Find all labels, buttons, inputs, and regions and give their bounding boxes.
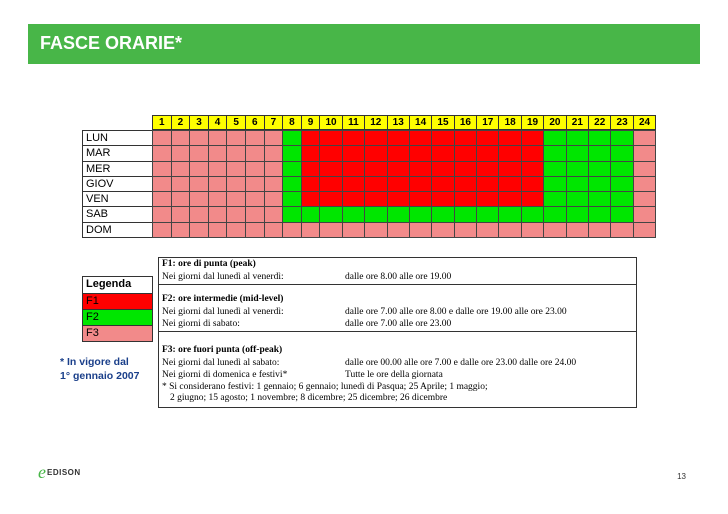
grid-cell-giov-22	[588, 176, 611, 192]
holidays-note-line-2: 2 giugno; 15 agosto; 1 novembre; 8 dicembre; 25 dicembre; 26 dicembre	[170, 393, 448, 403]
day-label-ven: VEN	[82, 191, 153, 207]
hour-header-2: 2	[171, 115, 191, 130]
grid-cell-ven-17	[476, 191, 499, 207]
grid-cell-ven-9	[301, 191, 321, 207]
grid-cell-dom-12	[364, 222, 387, 238]
grid-cell-sab-12	[364, 206, 387, 222]
grid-cell-sab-8	[282, 206, 302, 222]
grid-cell-dom-23	[610, 222, 633, 238]
grid-cell-dom-14	[409, 222, 432, 238]
f3-row-2-days: Nei giorni di domenica e festivi*	[162, 370, 288, 380]
day-label-sab: SAB	[82, 206, 153, 222]
band-description-table	[158, 257, 637, 408]
grid-row-mer	[152, 161, 655, 176]
section-f3-title: F3: ore fuori punta (off-peak)	[162, 344, 283, 355]
grid-cell-lun-4	[208, 130, 228, 146]
grid-cell-mer-19	[521, 161, 544, 177]
grid-cell-lun-7	[264, 130, 284, 146]
grid-cell-mar-23	[610, 145, 633, 161]
grid-cell-mar-9	[301, 145, 321, 161]
grid-cell-lun-22	[588, 130, 611, 146]
grid-cell-ven-1	[152, 191, 172, 207]
grid-row-dom	[152, 222, 655, 237]
section-f2-row-2	[162, 318, 636, 331]
grid-row-ven	[152, 191, 655, 206]
grid-cell-dom-18	[498, 222, 521, 238]
section-f1-row	[162, 271, 636, 284]
f3-row-1-hours: dalle ore 00.00 alle ore 7.00 e dalle ore 23.00 dalle ore 24.00	[345, 357, 577, 368]
hour-header-6: 6	[245, 115, 265, 130]
grid-cell-sab-24	[633, 206, 656, 222]
f2-row-1-hours: dalle ore 7.00 alle ore 8.00 e dalle ore 19.00 alle ore 23.00	[345, 306, 567, 317]
grid-cell-lun-13	[387, 130, 410, 146]
grid-cell-mar-2	[171, 145, 191, 161]
grid-cell-ven-7	[264, 191, 284, 207]
grid-cell-sab-14	[409, 206, 432, 222]
grid-cell-giov-3	[189, 176, 209, 192]
grid-cell-sab-3	[189, 206, 209, 222]
grid-cell-dom-13	[387, 222, 410, 238]
grid-cell-mer-2	[171, 161, 191, 177]
grid-cell-giov-15	[431, 176, 454, 192]
grid-cell-lun-2	[171, 130, 191, 146]
f1-row-days: Nei giorni dal lunedì al venerdì:	[162, 272, 284, 282]
grid-cell-sab-13	[387, 206, 410, 222]
grid-cell-sab-17	[476, 206, 499, 222]
hour-header-14: 14	[409, 115, 432, 130]
grid-cell-mar-17	[476, 145, 499, 161]
section-f2	[159, 285, 636, 332]
grid-row-mar	[152, 145, 655, 160]
grid-cell-lun-16	[454, 130, 477, 146]
f2-row-1-days: Nei giorni dal lunedì al venerdì:	[162, 306, 284, 317]
grid-cell-sab-19	[521, 206, 544, 222]
grid-cell-sab-2	[171, 206, 191, 222]
grid-cell-ven-3	[189, 191, 209, 207]
grid-cell-mar-24	[633, 145, 656, 161]
grid-cell-sab-22	[588, 206, 611, 222]
validity-footnote	[60, 355, 139, 383]
grid-cell-mar-13	[387, 145, 410, 161]
grid-cell-dom-8	[282, 222, 302, 238]
grid-cell-giov-6	[245, 176, 265, 192]
hour-header-15: 15	[431, 115, 454, 130]
grid-cell-lun-17	[476, 130, 499, 146]
hour-header-11: 11	[342, 115, 365, 130]
grid-cell-lun-21	[566, 130, 589, 146]
hour-header-3: 3	[189, 115, 209, 130]
grid-cell-mer-22	[588, 161, 611, 177]
grid-cell-mar-10	[319, 145, 342, 161]
grid-cell-mer-6	[245, 161, 265, 177]
grid-cell-lun-18	[498, 130, 521, 146]
grid-cell-dom-22	[588, 222, 611, 238]
grid-cell-giov-11	[342, 176, 365, 192]
grid-cell-mar-15	[431, 145, 454, 161]
grid-cell-mer-1	[152, 161, 172, 177]
grid-cell-mar-14	[409, 145, 432, 161]
grid-cell-mer-16	[454, 161, 477, 177]
grid-cell-sab-21	[566, 206, 589, 222]
grid-cell-mer-9	[301, 161, 321, 177]
legend-item-f3: F3	[83, 325, 152, 341]
f3-row-2-hours: Tutte le ore della giornata	[345, 370, 443, 380]
day-label-lun: LUN	[82, 130, 153, 146]
edison-logo-icon: e	[38, 462, 46, 482]
grid-cell-giov-24	[633, 176, 656, 192]
grid-cell-ven-8	[282, 191, 302, 207]
grid-cell-giov-23	[610, 176, 633, 192]
title-banner	[28, 24, 700, 64]
grid-cell-dom-5	[226, 222, 246, 238]
legend-box	[82, 276, 153, 342]
hour-header-20: 20	[543, 115, 566, 130]
grid-cell-ven-18	[498, 191, 521, 207]
grid-cell-giov-10	[319, 176, 342, 192]
grid-cell-lun-1	[152, 130, 172, 146]
grid-cell-sab-5	[226, 206, 246, 222]
grid-cell-ven-2	[171, 191, 191, 207]
grid-cell-mer-18	[498, 161, 521, 177]
legend-item-f1: F1	[83, 293, 152, 309]
grid-cell-sab-10	[319, 206, 342, 222]
grid-cell-ven-14	[409, 191, 432, 207]
grid-cell-dom-16	[454, 222, 477, 238]
hour-header-1: 1	[152, 115, 172, 130]
grid-cell-ven-16	[454, 191, 477, 207]
holidays-note-line-1: * Si considerano festivi: 1 gennaio; 6 gennaio; lunedì di Pasqua; 25 Aprile; 1 maggio;	[162, 381, 488, 392]
section-f1	[159, 258, 636, 285]
grid-cell-giov-17	[476, 176, 499, 192]
section-f2-title: F2: ore intermedie (mid-level)	[162, 293, 284, 304]
hour-header-18: 18	[498, 115, 521, 130]
section-f1-title: F1: ore di punta (peak)	[162, 259, 256, 269]
grid-cell-mar-18	[498, 145, 521, 161]
legend-item-f2: F2	[83, 309, 152, 325]
day-label-mar: MAR	[82, 145, 153, 161]
grid-cell-mar-7	[264, 145, 284, 161]
grid-cell-dom-2	[171, 222, 191, 238]
grid-cell-mer-24	[633, 161, 656, 177]
grid-cell-lun-12	[364, 130, 387, 146]
grid-cell-dom-15	[431, 222, 454, 238]
grid-cell-mer-13	[387, 161, 410, 177]
grid-cell-ven-22	[588, 191, 611, 207]
hour-header-12: 12	[364, 115, 387, 130]
grid-cell-dom-24	[633, 222, 656, 238]
grid-cell-sab-7	[264, 206, 284, 222]
hour-header-24: 24	[633, 115, 656, 130]
grid-cell-giov-21	[566, 176, 589, 192]
edison-logo-text: EDISON	[47, 468, 81, 477]
hour-header-4: 4	[208, 115, 228, 130]
grid-cell-giov-13	[387, 176, 410, 192]
hour-header-5: 5	[226, 115, 246, 130]
grid-cell-mar-5	[226, 145, 246, 161]
f2-row-2-days: Nei giorni di sabato:	[162, 319, 240, 329]
grid-cell-ven-13	[387, 191, 410, 207]
grid-cell-lun-15	[431, 130, 454, 146]
grid-cell-ven-20	[543, 191, 566, 207]
hour-header-9: 9	[301, 115, 321, 130]
grid-cell-mar-8	[282, 145, 302, 161]
grid-cell-mar-20	[543, 145, 566, 161]
hour-header-8: 8	[282, 115, 302, 130]
grid-cell-mer-23	[610, 161, 633, 177]
grid-cell-mer-8	[282, 161, 302, 177]
edison-logo	[38, 462, 81, 483]
grid-cell-dom-20	[543, 222, 566, 238]
grid-cell-lun-19	[521, 130, 544, 146]
day-labels-column	[82, 130, 153, 237]
hour-header-17: 17	[476, 115, 499, 130]
day-label-mer: MER	[82, 161, 153, 177]
grid-cell-dom-7	[264, 222, 284, 238]
grid-cell-mer-7	[264, 161, 284, 177]
grid-cell-dom-6	[245, 222, 265, 238]
grid-cell-dom-19	[521, 222, 544, 238]
grid-cell-mer-5	[226, 161, 246, 177]
grid-cell-mer-20	[543, 161, 566, 177]
grid-cell-giov-8	[282, 176, 302, 192]
grid-cell-mer-3	[189, 161, 209, 177]
grid-row-lun	[152, 130, 655, 145]
grid-cell-giov-18	[498, 176, 521, 192]
grid-cell-mar-19	[521, 145, 544, 161]
time-band-grid	[152, 130, 655, 237]
grid-cell-mar-22	[588, 145, 611, 161]
grid-cell-lun-11	[342, 130, 365, 146]
grid-cell-ven-19	[521, 191, 544, 207]
grid-cell-sab-16	[454, 206, 477, 222]
grid-cell-ven-23	[610, 191, 633, 207]
grid-cell-giov-1	[152, 176, 172, 192]
grid-cell-mar-6	[245, 145, 265, 161]
grid-cell-giov-20	[543, 176, 566, 192]
grid-cell-mar-3	[189, 145, 209, 161]
grid-cell-ven-5	[226, 191, 246, 207]
grid-cell-giov-19	[521, 176, 544, 192]
grid-cell-ven-15	[431, 191, 454, 207]
grid-cell-giov-5	[226, 176, 246, 192]
footnote-line-1: * In vigore dal	[60, 356, 129, 368]
grid-cell-sab-23	[610, 206, 633, 222]
legend-title: Legenda	[86, 278, 132, 290]
grid-cell-giov-9	[301, 176, 321, 192]
hour-header-19: 19	[521, 115, 544, 130]
grid-cell-dom-11	[342, 222, 365, 238]
grid-cell-mer-14	[409, 161, 432, 177]
hour-header-21: 21	[566, 115, 589, 130]
grid-cell-ven-6	[245, 191, 265, 207]
grid-cell-giov-14	[409, 176, 432, 192]
grid-cell-mer-15	[431, 161, 454, 177]
footnote-line-2: 1° gennaio 2007	[60, 370, 140, 382]
grid-cell-ven-12	[364, 191, 387, 207]
grid-cell-mer-17	[476, 161, 499, 177]
section-f2-row-1	[162, 306, 636, 319]
grid-row-sab	[152, 206, 655, 221]
grid-cell-mar-12	[364, 145, 387, 161]
hour-header-23: 23	[610, 115, 633, 130]
hour-header-16: 16	[454, 115, 477, 130]
hour-header-row	[152, 115, 655, 130]
f3-row-1-days: Nei giorni dal lunedì al sabato:	[162, 357, 280, 368]
day-label-giov: GIOV	[82, 176, 153, 192]
grid-cell-dom-1	[152, 222, 172, 238]
grid-cell-dom-17	[476, 222, 499, 238]
day-label-dom: DOM	[82, 222, 153, 238]
hour-header-22: 22	[588, 115, 611, 130]
page-title: FASCE ORARIE*	[40, 33, 183, 53]
grid-cell-ven-10	[319, 191, 342, 207]
grid-cell-ven-24	[633, 191, 656, 207]
grid-cell-giov-12	[364, 176, 387, 192]
grid-cell-mar-11	[342, 145, 365, 161]
section-f3-row-1	[162, 357, 636, 370]
f1-row-hours: dalle ore 8.00 alle ore 19.00	[345, 272, 452, 282]
grid-cell-lun-6	[245, 130, 265, 146]
hour-header-10: 10	[319, 115, 342, 130]
grid-cell-sab-4	[208, 206, 228, 222]
grid-cell-sab-18	[498, 206, 521, 222]
grid-cell-mer-10	[319, 161, 342, 177]
grid-cell-sab-11	[342, 206, 365, 222]
grid-cell-lun-14	[409, 130, 432, 146]
grid-cell-giov-4	[208, 176, 228, 192]
grid-cell-sab-20	[543, 206, 566, 222]
grid-cell-giov-16	[454, 176, 477, 192]
grid-cell-mer-21	[566, 161, 589, 177]
grid-cell-dom-3	[189, 222, 209, 238]
page-number: 13	[677, 472, 686, 481]
grid-cell-ven-21	[566, 191, 589, 207]
grid-cell-ven-11	[342, 191, 365, 207]
grid-cell-lun-10	[319, 130, 342, 146]
grid-cell-lun-9	[301, 130, 321, 146]
grid-row-giov	[152, 176, 655, 191]
grid-cell-dom-4	[208, 222, 228, 238]
section-f3-row-2	[162, 369, 636, 382]
grid-cell-lun-3	[189, 130, 209, 146]
grid-cell-ven-4	[208, 191, 228, 207]
grid-cell-lun-24	[633, 130, 656, 146]
grid-cell-dom-10	[319, 222, 342, 238]
grid-cell-lun-8	[282, 130, 302, 146]
f2-row-2-hours: dalle ore 7.00 alle ore 23.00	[345, 319, 452, 329]
grid-cell-lun-5	[226, 130, 246, 146]
grid-cell-mer-12	[364, 161, 387, 177]
grid-cell-mar-1	[152, 145, 172, 161]
grid-cell-sab-1	[152, 206, 172, 222]
grid-cell-mar-16	[454, 145, 477, 161]
grid-cell-sab-9	[301, 206, 321, 222]
grid-cell-lun-23	[610, 130, 633, 146]
grid-cell-lun-20	[543, 130, 566, 146]
grid-cell-giov-2	[171, 176, 191, 192]
section-f3	[159, 332, 636, 405]
grid-cell-dom-9	[301, 222, 321, 238]
hour-header-13: 13	[387, 115, 410, 130]
grid-cell-sab-15	[431, 206, 454, 222]
grid-cell-mar-21	[566, 145, 589, 161]
grid-cell-mer-4	[208, 161, 228, 177]
grid-cell-giov-7	[264, 176, 284, 192]
grid-cell-mar-4	[208, 145, 228, 161]
hour-header-7: 7	[264, 115, 284, 130]
grid-cell-mer-11	[342, 161, 365, 177]
grid-cell-sab-6	[245, 206, 265, 222]
grid-cell-dom-21	[566, 222, 589, 238]
